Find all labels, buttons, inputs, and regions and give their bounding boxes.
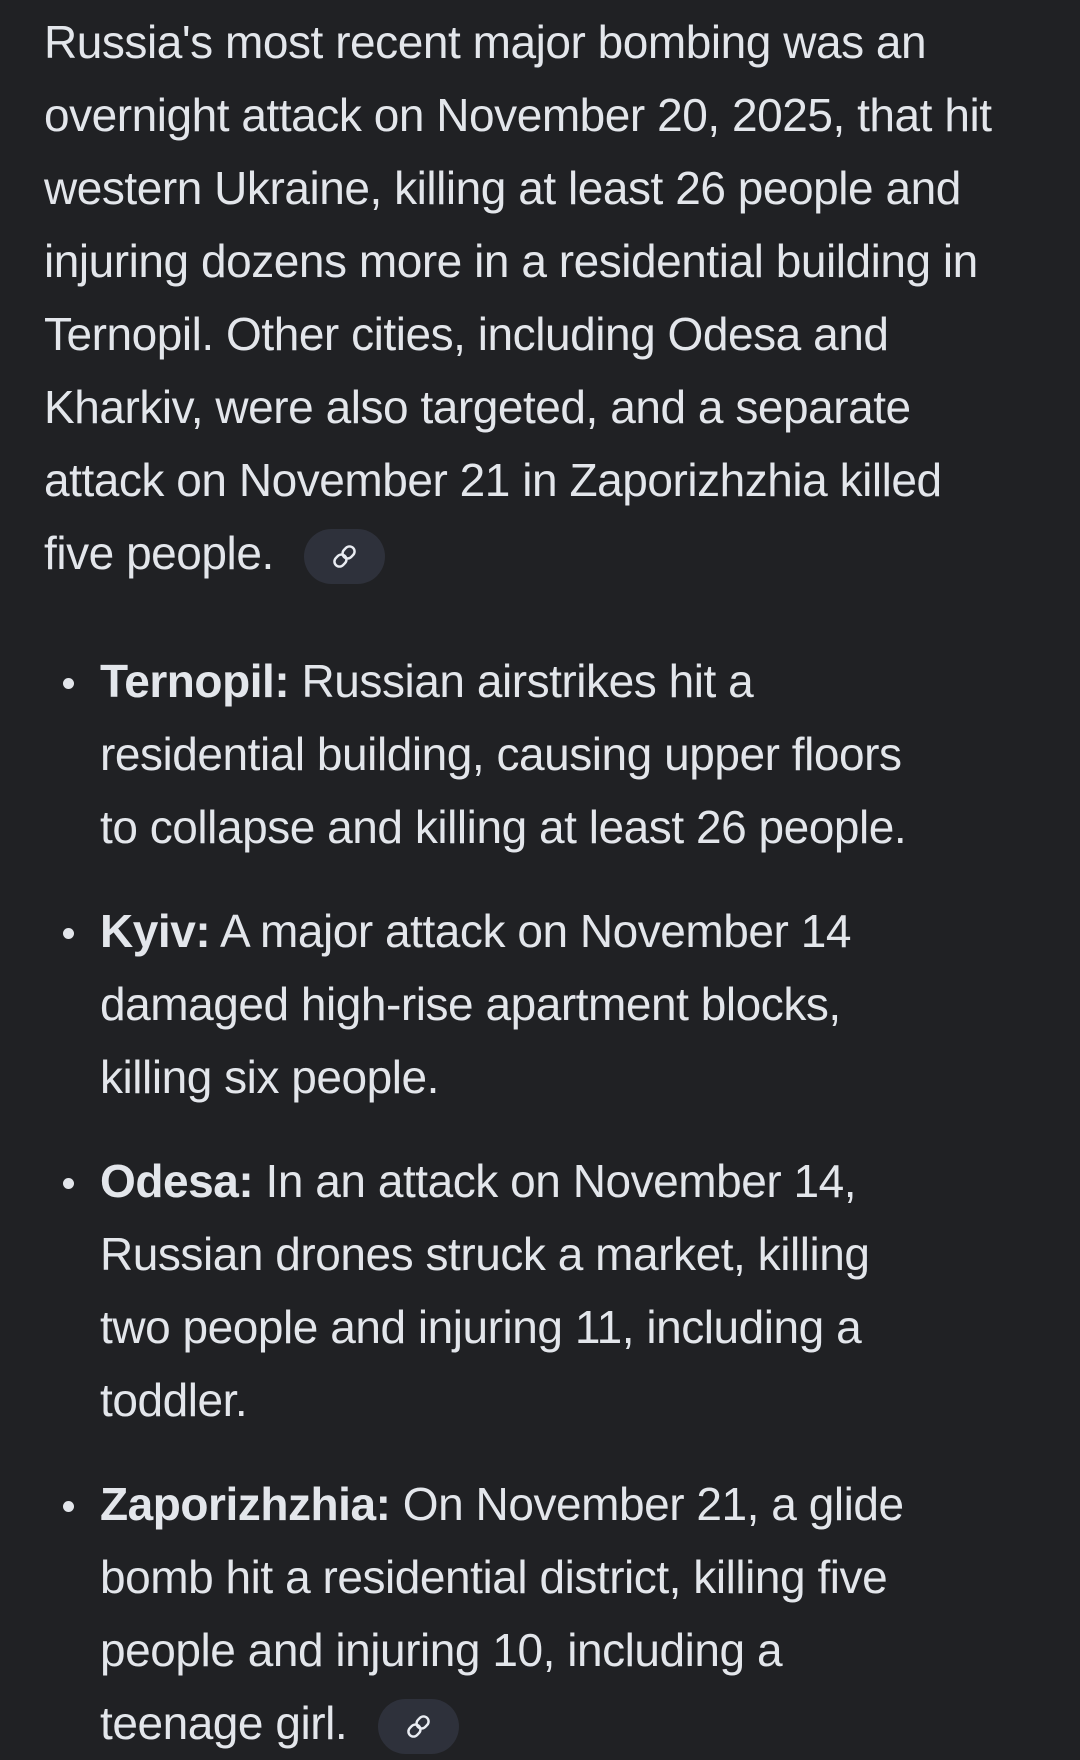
link-icon bbox=[329, 541, 360, 572]
link-icon bbox=[403, 1711, 434, 1742]
intro-paragraph bbox=[44, 6, 994, 590]
list-item-odesa bbox=[44, 1145, 944, 1437]
bullet-text: A major attack on November 14 damaged high-rise apartment blocks, killing six people. bbox=[100, 905, 851, 1103]
bullet-label: Ternopil: bbox=[100, 655, 290, 707]
bullet-dot bbox=[63, 1178, 74, 1189]
bullet-label: Zaporizhzhia: bbox=[100, 1478, 391, 1530]
bullet-dot bbox=[63, 928, 74, 939]
list-item-ternopil bbox=[44, 645, 944, 864]
source-link-chip[interactable] bbox=[304, 529, 385, 584]
source-link-chip[interactable] bbox=[378, 1699, 459, 1754]
bullet-label: Odesa: bbox=[100, 1155, 254, 1207]
bullet-label: Kyiv: bbox=[100, 905, 211, 957]
intro-text: Russia's most recent major bombing was an overnight attack on November 20, 2025, that hit western Ukraine, killing at least 26 people and injuring dozens more in a residential building in Ternopil. Other cities, including Odesa and Kharkiv, were also targeted, and a separate attack on November 21 in Zaporizhzhia killed five people. bbox=[44, 16, 992, 579]
list-item-zaporizhzhia bbox=[44, 1468, 944, 1760]
ai-answer bbox=[44, 6, 1036, 1760]
bullet-text: Russian airstrikes hit a residential building, causing upper floors to collapse and killing at least 26 people. bbox=[100, 655, 907, 853]
bullet-dot bbox=[63, 1501, 74, 1512]
bullet-text: In an attack on November 14, Russian drones struck a market, killing two people and injuring 11, including a toddler. bbox=[100, 1155, 870, 1426]
bullet-text: On November 21, a glide bomb hit a residential district, killing five people and injuring 10, including a teenage girl. bbox=[100, 1478, 904, 1749]
list-item-kyiv bbox=[44, 895, 944, 1114]
city-bullet-list bbox=[44, 645, 1036, 1760]
bullet-dot bbox=[63, 678, 74, 689]
